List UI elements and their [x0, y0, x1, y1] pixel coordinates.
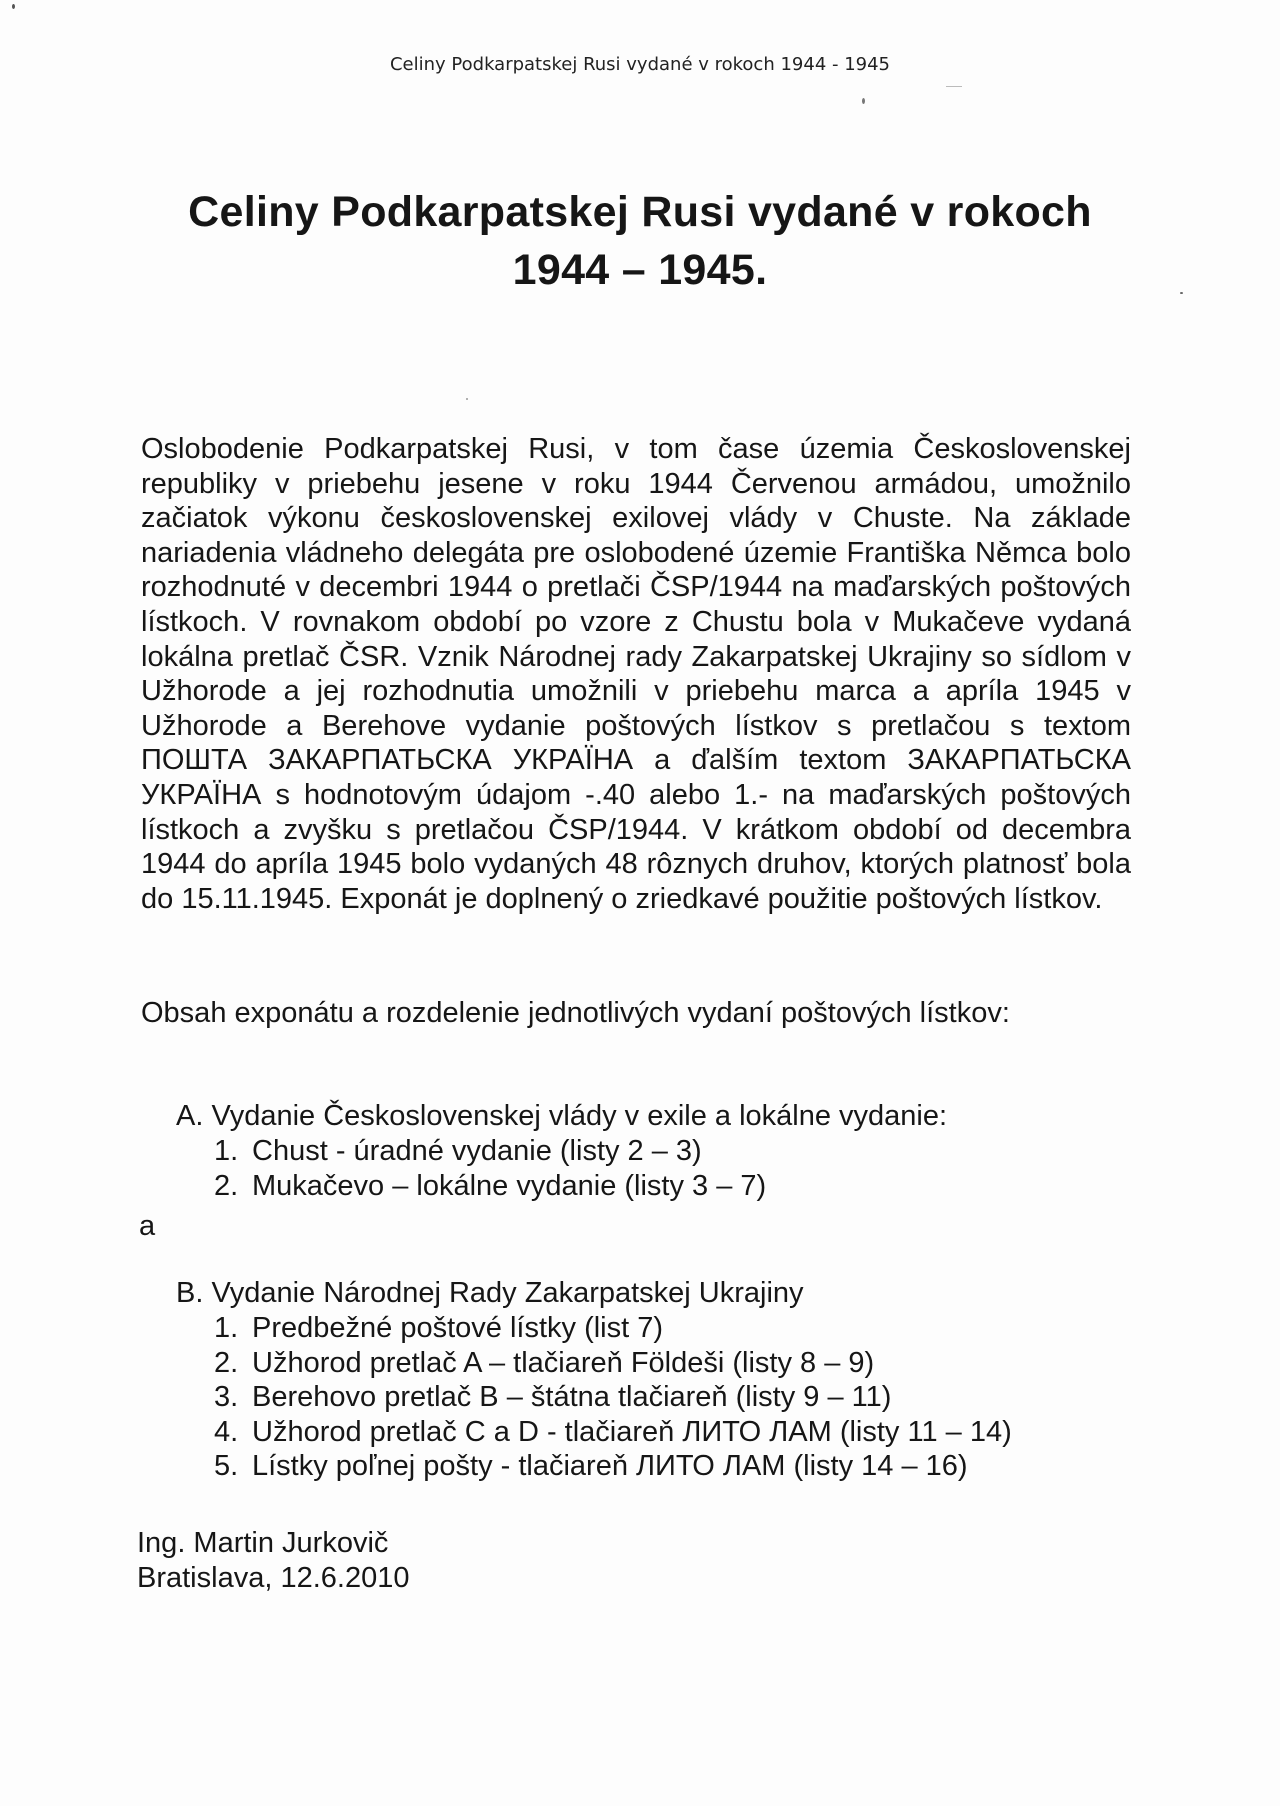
scan-speck: [12, 4, 15, 9]
list-item: [214, 1134, 766, 1169]
list-item-text: Chust - úradné vydanie (listy 2 – 3): [252, 1135, 702, 1167]
list-item-text: Mukačevo – lokálne vydanie (listy 3 – 7): [252, 1169, 767, 1202]
list-item-number: 3.: [214, 1381, 239, 1414]
page-title: [0, 183, 1280, 299]
connector-text: a: [139, 1210, 156, 1242]
title-line-2: 1944 – 1945.: [512, 246, 768, 294]
title-line-1: Celiny Podkarpatskej Rusi vydané v rokoch: [188, 188, 1092, 236]
author-name: Ing. Martin Jurkovič: [137, 1527, 389, 1559]
section-a-label: A. Vydanie Československej vlády v exile a lokálne vydanie:: [176, 1100, 948, 1132]
list-item-number: 2.: [214, 1346, 239, 1379]
list-item: [214, 1415, 1012, 1450]
intro-paragraph: Oslobodenie Podkarpatskej Rusi, v tom čase územia Československej republiky v priebehu jesene v roku 1944 Červenou armádou, umožnilo začiatok výkonu československej exilovej vlády v Chuste. Na základe nariadenia vládneho delegáta pre oslobodené územie Františka Němca bolo rozhodnuté v decembri 1944 o pretlači ČSP/1944 na maďarských poštových lístkoch. V rovnakom období po vzore z Chustu bola v Mukačeve vydaná lokálna pretlač ČSR. Vznik Národnej rady Zakarpatskej Ukrajiny so sídlom v Užhorode a jej rozhodnutia umožnili v priebehu marca a apríla 1945 v Užhorode a Berehove vydanie poštových lístkov s pretlačou s textom ПОШТА ЗАКАРПАТЬСКА УКРАЇНА a ďalším textom ЗАКАРПАТЬСКА УКРАЇНА s hodnotovým údajom -.40 alebo 1.- na maďarských poštových lístkoch a zvyšku s pretlačou ČSP/1944. V krátkom období od decembra 1944 do apríla 1945 bolo vydaných 48 rôznych druhov, ktorých platnosť bola do 15.11.1945. Exponát je doplnený o zriedkavé použitie poštových lístkov.: [141, 433, 1131, 915]
list-item-text: Berehovo pretlač B – štátna tlačiareň (listy 9 – 11): [252, 1381, 892, 1414]
list-item: [214, 1380, 1012, 1415]
section-b-label: B. Vydanie Národnej Rady Zakarpatskej Ukrajiny: [176, 1277, 804, 1309]
list-item: [214, 1311, 1012, 1346]
section-b-list: [214, 1311, 1012, 1484]
list-item: [214, 1346, 1012, 1381]
place-date: Bratislava, 12.6.2010: [137, 1562, 410, 1594]
list-item-text: Užhorod pretlač C a D - tlačiareň ЛИТО ЛАМ (listy 11 – 14): [252, 1415, 1012, 1448]
signature-block: [137, 1526, 409, 1596]
list-item-number: 2.: [214, 1169, 239, 1202]
list-item-text: Lístky poľnej pošty - tlačiareň ЛИТО ЛАМ (listy 14 – 16): [252, 1450, 968, 1483]
scan-speck: [466, 398, 468, 400]
list-item-number: 4.: [214, 1415, 239, 1448]
running-header: Celiny Podkarpatskej Rusi vydané v rokoch 1944 - 1945: [389, 54, 891, 75]
scan-speck: [946, 86, 962, 87]
list-item-number: 5.: [214, 1450, 239, 1483]
section-a-list: [214, 1134, 766, 1203]
contents-intro: Obsah exponátu a rozdelenie jednotlivých vydaní poštových lístkov:: [141, 997, 1010, 1029]
list-item-text: Predbežné poštové lístky (list 7): [252, 1312, 664, 1344]
list-item-text: Užhorod pretlač A – tlačiareň Földeši (listy 8 – 9): [252, 1346, 875, 1379]
scan-speck: [862, 98, 865, 104]
list-item-number: 1.: [214, 1135, 239, 1167]
list-item-number: 1.: [214, 1312, 239, 1344]
scan-speck: [1180, 292, 1183, 294]
list-item: [214, 1169, 766, 1204]
list-item: [214, 1449, 1012, 1484]
